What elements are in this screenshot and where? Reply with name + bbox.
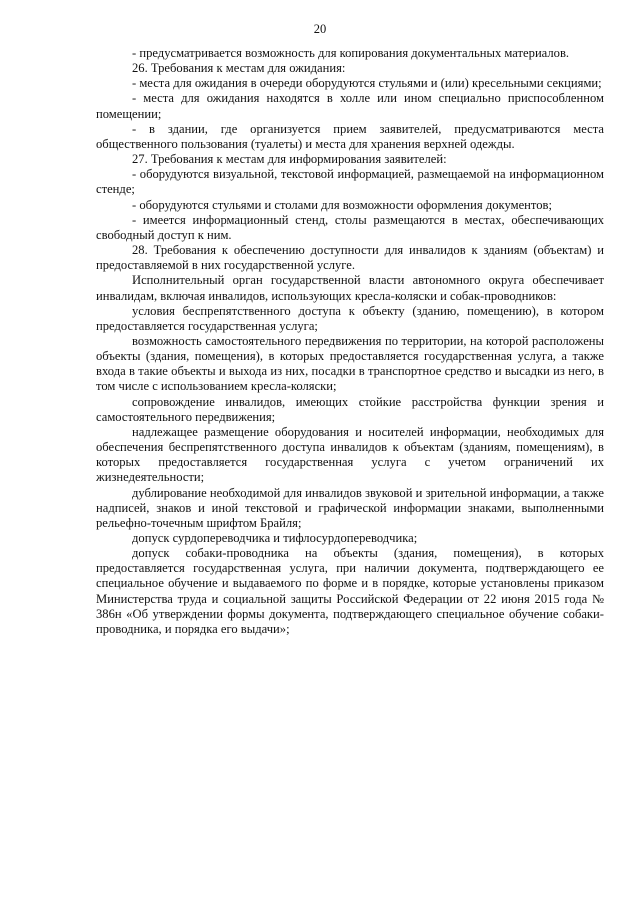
paragraph-equipment-placement: надлежащее размещение оборудования и носителей информации, необходимых для обеспечения беспрепятственного доступа инвалидов к объектам (зданиям, помещениям), в которых предоставляется государственная услуга с учетом ограничений их жизнедеятельности; (96, 424, 604, 485)
paragraph-copying-materials: - предусматривается возможность для копирования документальных материалов. (132, 46, 570, 60)
paragraph-guide-dog: допуск собаки-проводника на объекты (здания, помещения), в которых предоставляется государственная услуга, при наличии документа, подтверждающего ее специальное обучение и выдаваемого по форме и в порядке, которые установлены приказом Министерства труда и социальной защиты Российской Федерации от 22 июня 2015 года № 386н «Об утверждении формы документа, подтверждающего специальное обучение собаки-проводника, и порядка его выдачи»; (96, 546, 604, 636)
paragraph-executive-body: Исполнительный орган государственной власти автономного округа обеспечивает инвалидам, включая инвалидов, использующих кресла-коляски и собак-проводников: (96, 273, 604, 303)
paragraph-public-facilities: - в здании, где организуется прием заявителей, предусматриваются места общественного пользования (туалеты) и места для хранения верхней одежды. (96, 121, 604, 151)
paragraph-28-heading: 28. Требования к обеспечению доступности для инвалидов к зданиям (объектам) и предоставляемой в них государственной услуге. (96, 243, 604, 273)
paragraph-info-stand-access: - имеется информационный стенд, столы размещаются в местах, обеспечивающих свободный доступ к ним. (96, 212, 604, 242)
paragraph-info-stand-visual: - оборудуются визуальной, текстовой информацией, размещаемой на информационном стенде; (96, 167, 604, 197)
paragraph-27-heading: 27. Требования к местам для информирования заявителей: (132, 152, 447, 167)
paragraph-info-chairs-tables: - оборудуются стульями и столами для возможности оформления документов; (132, 197, 552, 212)
document-body (96, 46, 604, 637)
paragraph-braille-duplication: дублирование необходимой для инвалидов звуковой и зрительной информации, а также надписей, знаков и иной текстовой и графической информации знаками, выполненными рельефно-точечным шрифтом Брайля; (96, 485, 604, 530)
paragraph-26-heading: 26. Требования к местам для ожидания: (132, 61, 346, 76)
paragraph-accompaniment: сопровождение инвалидов, имеющих стойкие расстройства функции зрения и самостоятельного передвижения; (96, 394, 604, 424)
paragraph-unimpeded-access: условия беспрепятственного доступа к объекту (зданию, помещению), в котором предоставляется государственная услуга; (96, 303, 604, 333)
paragraph-waiting-seats: - места для ожидания в очереди оборудуются стульями и (или) кресельными секциями; (132, 76, 602, 91)
paragraph-independent-movement: возможность самостоятельного передвижения по территории, на которой расположены объекты (здания, помещения), в которых предоставляется государственная услуга, а также входа в такие объекты и выхода из них, посадки в транспортное средство и высадки из него, в том числе с использованием кресла-коляски; (96, 333, 604, 394)
paragraph-sign-interpreter: допуск сурдопереводчика и тифлосурдопереводчика; (132, 531, 418, 545)
page-number: 20 (313, 22, 327, 36)
paragraph-waiting-hall: - места для ожидания находятся в холле или ином специально приспособленном помещении; (96, 91, 604, 121)
